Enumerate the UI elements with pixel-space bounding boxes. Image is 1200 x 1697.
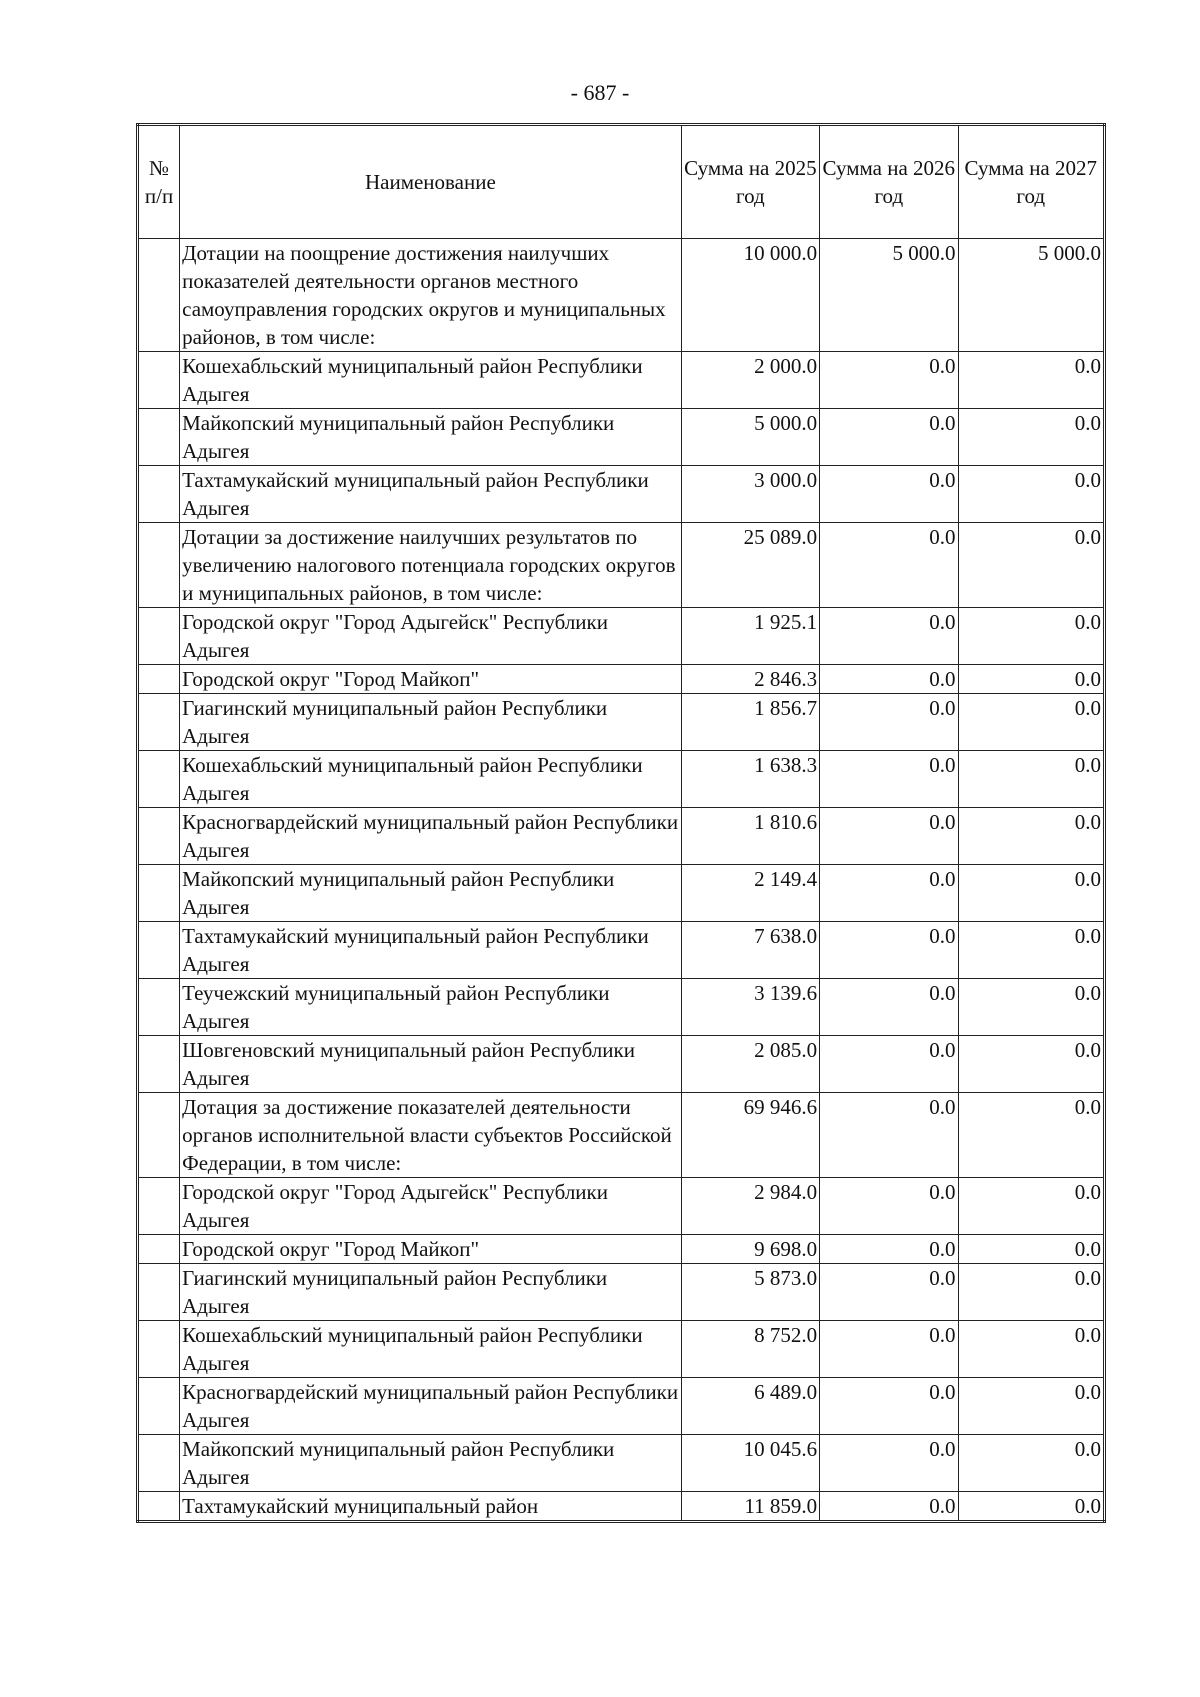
row-name: Теучежский муниципальный район Республики Адыгея: [180, 979, 682, 1036]
row-amount-2027: 0.0: [958, 352, 1104, 409]
row-amount-2026: 0.0: [820, 1264, 958, 1321]
header-row: [138, 125, 1105, 239]
row-amount-2025: 2 984.0: [681, 1178, 819, 1235]
row-amount-2026: 0.0: [820, 865, 958, 922]
row-index: [138, 1435, 180, 1492]
table-row: [138, 865, 1105, 922]
row-amount-2025: 8 752.0: [681, 1321, 819, 1378]
row-name: Городской округ "Город Адыгейск" Республики Адыгея: [180, 608, 682, 665]
row-name: Городской округ "Город Майкоп": [180, 1235, 682, 1264]
row-amount-2026: 0.0: [820, 1435, 958, 1492]
row-name: Тахтамукайский муниципальный район: [180, 1492, 682, 1522]
row-amount-2027: 0.0: [958, 694, 1104, 751]
row-amount-2026: 0.0: [820, 979, 958, 1036]
row-amount-2025: 5 873.0: [681, 1264, 819, 1321]
row-amount-2025: 3 139.6: [681, 979, 819, 1036]
row-amount-2026: 0.0: [820, 694, 958, 751]
row-name: Кошехабльский муниципальный район Республики Адыгея: [180, 352, 682, 409]
table-row: [138, 409, 1105, 466]
row-name: Городской округ "Город Майкоп": [180, 665, 682, 694]
row-index: [138, 694, 180, 751]
table-row: [138, 1264, 1105, 1321]
row-name: Красногвардейский муниципальный район Республики Адыгея: [180, 808, 682, 865]
row-index: [138, 808, 180, 865]
row-amount-2027: 0.0: [958, 466, 1104, 523]
row-amount-2025: 6 489.0: [681, 1378, 819, 1435]
table-row: [138, 694, 1105, 751]
row-name: Дотация за достижение показателей деятельности органов исполнительной власти субъектов Российской Федерации, в том числе:: [180, 1093, 682, 1178]
row-index: [138, 239, 180, 352]
row-amount-2027: 0.0: [958, 808, 1104, 865]
row-name: Кошехабльский муниципальный район Республики Адыгея: [180, 751, 682, 808]
row-index: [138, 1492, 180, 1522]
header-2026: Сумма на 2026 год: [820, 125, 958, 239]
table-header: [138, 125, 1105, 239]
row-name: Майкопский муниципальный район Республики Адыгея: [180, 409, 682, 466]
row-name: Майкопский муниципальный район Республики Адыгея: [180, 865, 682, 922]
row-amount-2027: 0.0: [958, 1321, 1104, 1378]
row-amount-2025: 69 946.6: [681, 1093, 819, 1178]
row-amount-2025: 2 846.3: [681, 665, 819, 694]
row-amount-2026: 0.0: [820, 1321, 958, 1378]
table-row: [138, 239, 1105, 352]
row-amount-2025: 25 089.0: [681, 523, 819, 608]
row-amount-2027: 0.0: [958, 523, 1104, 608]
row-amount-2025: 1 810.6: [681, 808, 819, 865]
row-amount-2026: 0.0: [820, 352, 958, 409]
row-index: [138, 1093, 180, 1178]
row-name: Тахтамукайский муниципальный район Республики Адыгея: [180, 922, 682, 979]
row-index: [138, 865, 180, 922]
row-index: [138, 1321, 180, 1378]
row-name: Гиагинский муниципальный район Республики Адыгея: [180, 694, 682, 751]
table-row: [138, 1093, 1105, 1178]
row-amount-2025: 2 149.4: [681, 865, 819, 922]
row-amount-2025: 1 638.3: [681, 751, 819, 808]
table-row: [138, 665, 1105, 694]
row-name: Тахтамукайский муниципальный район Республики Адыгея: [180, 466, 682, 523]
row-amount-2025: 7 638.0: [681, 922, 819, 979]
table-row: [138, 352, 1105, 409]
row-amount-2027: 0.0: [958, 1093, 1104, 1178]
row-amount-2025: 11 859.0: [681, 1492, 819, 1522]
table-row: [138, 608, 1105, 665]
row-amount-2027: 5 000.0: [958, 239, 1104, 352]
row-amount-2026: 0.0: [820, 922, 958, 979]
table-row: [138, 1036, 1105, 1093]
table-row: [138, 979, 1105, 1036]
table-row: [138, 1235, 1105, 1264]
row-amount-2027: 0.0: [958, 1036, 1104, 1093]
row-amount-2026: 0.0: [820, 1235, 958, 1264]
table-row: [138, 1378, 1105, 1435]
row-amount-2026: 0.0: [820, 808, 958, 865]
row-amount-2026: 0.0: [820, 1036, 958, 1093]
row-amount-2025: 5 000.0: [681, 409, 819, 466]
row-index: [138, 1036, 180, 1093]
row-amount-2026: 0.0: [820, 409, 958, 466]
row-amount-2026: 0.0: [820, 523, 958, 608]
row-index: [138, 751, 180, 808]
row-amount-2026: 0.0: [820, 751, 958, 808]
row-index: [138, 352, 180, 409]
row-name: Шовгеновский муниципальный район Республики Адыгея: [180, 1036, 682, 1093]
row-amount-2026: 0.0: [820, 1378, 958, 1435]
row-amount-2025: 2 085.0: [681, 1036, 819, 1093]
row-amount-2027: 0.0: [958, 751, 1104, 808]
table-row: [138, 1492, 1105, 1522]
row-index: [138, 1235, 180, 1264]
row-amount-2027: 0.0: [958, 1378, 1104, 1435]
row-index: [138, 1178, 180, 1235]
table-row: [138, 466, 1105, 523]
row-amount-2026: 0.0: [820, 1093, 958, 1178]
row-amount-2027: 0.0: [958, 409, 1104, 466]
row-name: Гиагинский муниципальный район Республики Адыгея: [180, 1264, 682, 1321]
row-name: Дотации на поощрение достижения наилучших показателей деятельности органов местного самоуправления городских округов и муниципальных районов, в том числе:: [180, 239, 682, 352]
row-amount-2027: 0.0: [958, 979, 1104, 1036]
row-amount-2025: 9 698.0: [681, 1235, 819, 1264]
header-index: № п/п: [138, 125, 180, 239]
budget-table: [136, 123, 1106, 1523]
table-row: [138, 523, 1105, 608]
row-name: Майкопский муниципальный район Республики Адыгея: [180, 1435, 682, 1492]
row-name: Красногвардейский муниципальный район Республики Адыгея: [180, 1378, 682, 1435]
row-amount-2026: 0.0: [820, 1492, 958, 1522]
header-2027: Сумма на 2027 год: [958, 125, 1104, 239]
row-name: Дотации за достижение наилучших результатов по увеличению налогового потенциала городских округов и муниципальных районов, в том числе:: [180, 523, 682, 608]
row-amount-2027: 0.0: [958, 1264, 1104, 1321]
row-amount-2026: 0.0: [820, 466, 958, 523]
row-index: [138, 922, 180, 979]
row-index: [138, 466, 180, 523]
row-index: [138, 665, 180, 694]
row-index: [138, 409, 180, 466]
row-amount-2025: 3 000.0: [681, 466, 819, 523]
row-index: [138, 608, 180, 665]
row-amount-2025: 1 856.7: [681, 694, 819, 751]
row-amount-2027: 0.0: [958, 1435, 1104, 1492]
row-index: [138, 1264, 180, 1321]
row-amount-2025: 2 000.0: [681, 352, 819, 409]
row-amount-2026: 0.0: [820, 665, 958, 694]
row-name: Кошехабльский муниципальный район Республики Адыгея: [180, 1321, 682, 1378]
row-amount-2027: 0.0: [958, 1235, 1104, 1264]
row-amount-2027: 0.0: [958, 922, 1104, 979]
row-amount-2026: 5 000.0: [820, 239, 958, 352]
row-amount-2027: 0.0: [958, 665, 1104, 694]
row-amount-2025: 10 000.0: [681, 239, 819, 352]
row-amount-2027: 0.0: [958, 1492, 1104, 1522]
page-number: - 687 -: [570, 80, 630, 105]
row-index: [138, 523, 180, 608]
row-amount-2025: 1 925.1: [681, 608, 819, 665]
table-row: [138, 1435, 1105, 1492]
table-row: [138, 922, 1105, 979]
table-body: [138, 239, 1105, 1522]
row-amount-2027: 0.0: [958, 865, 1104, 922]
table-row: [138, 1321, 1105, 1378]
row-amount-2025: 10 045.6: [681, 1435, 819, 1492]
table-row: [138, 1178, 1105, 1235]
row-amount-2026: 0.0: [820, 608, 958, 665]
row-index: [138, 1378, 180, 1435]
table-row: [138, 751, 1105, 808]
row-amount-2027: 0.0: [958, 1178, 1104, 1235]
row-name: Городской округ "Город Адыгейск" Республики Адыгея: [180, 1178, 682, 1235]
row-amount-2026: 0.0: [820, 1178, 958, 1235]
table-row: [138, 808, 1105, 865]
header-2025: Сумма на 2025 год: [681, 125, 819, 239]
row-amount-2027: 0.0: [958, 608, 1104, 665]
header-name: Наименование: [180, 125, 682, 239]
row-index: [138, 979, 180, 1036]
